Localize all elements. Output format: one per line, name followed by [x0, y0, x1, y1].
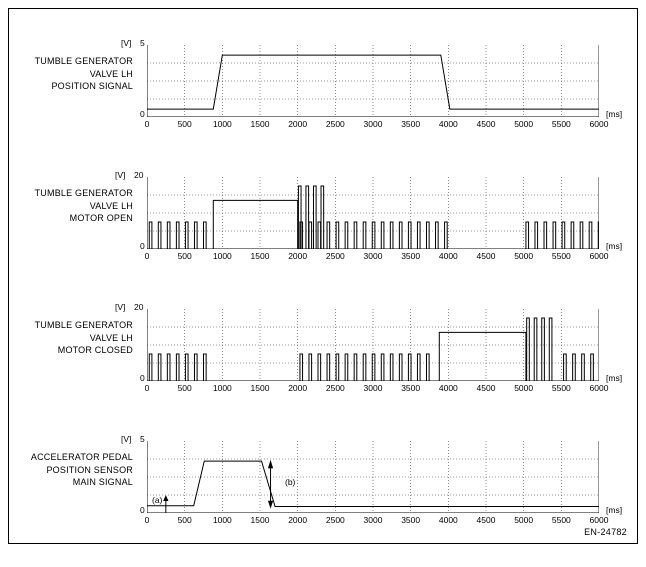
xtick-label: 500 [177, 383, 192, 393]
annotation-a: (a) [152, 495, 163, 505]
xtick-label: 5500 [551, 251, 571, 261]
chart-4-label-line-1: ACCELERATOR PEDAL [30, 452, 133, 462]
xtick-label: 3000 [363, 119, 383, 129]
xtick-label: 2500 [325, 383, 345, 393]
chart-3-label-line-2: VALVE LH [89, 332, 133, 343]
xtick-label: 4500 [476, 515, 496, 525]
chart-2-label-line-3: MOTOR OPEN [69, 213, 133, 223]
xtick-label: 5000 [514, 515, 534, 525]
chart-3-xticks [144, 383, 609, 397]
chart-1-label-line-3: POSITION SIGNAL [51, 81, 133, 91]
xtick-label: 1000 [212, 515, 232, 525]
xtick-label: 2000 [288, 383, 308, 393]
chart-1-label-line-1: TUMBLE GENERATOR [34, 56, 133, 66]
chart-3-y-max: 20 [134, 302, 144, 312]
chart-4-plot [147, 441, 599, 513]
annotation-b: (b) [285, 477, 296, 487]
xtick-label: 0 [144, 515, 150, 525]
xtick-label: 4500 [476, 119, 496, 129]
xtick-label: 4000 [438, 251, 458, 261]
chart-1-label-line-2: VALVE LH [89, 68, 133, 79]
chart-4-y-max: 5 [140, 434, 145, 444]
chart-3-y-unit: [V] [115, 302, 126, 312]
xtick-label: 6000 [589, 119, 609, 129]
xtick-label: 2000 [288, 251, 308, 261]
xtick-label: 0 [144, 119, 150, 129]
chart-2-y-min: 0 [140, 241, 145, 251]
xtick-label: 1000 [212, 119, 232, 129]
xtick-label: 500 [177, 251, 192, 261]
xtick-label: 0 [144, 251, 150, 261]
xtick-label: 2000 [288, 119, 308, 129]
chart-4-x-unit: [ms] [606, 505, 623, 515]
xtick-label: 5000 [514, 383, 534, 393]
xtick-label: 4500 [476, 251, 496, 261]
chart-1-x-unit: [ms] [606, 109, 623, 119]
chart-1-y-max: 5 [140, 38, 145, 48]
chart-3-label-line-1: TUMBLE GENERATOR [34, 320, 133, 330]
chart-1-label [13, 55, 133, 93]
xtick-label: 3000 [363, 383, 383, 393]
chart-2-xticks [144, 251, 609, 265]
chart-1-plot [147, 45, 599, 117]
xtick-label: 1000 [212, 383, 232, 393]
chart-2-y-max: 20 [134, 170, 144, 180]
xtick-label: 4000 [438, 515, 458, 525]
xtick-label: 3500 [401, 251, 421, 261]
xtick-label: 2500 [325, 515, 345, 525]
xtick-label: 2000 [288, 515, 308, 525]
xtick-label: 1500 [250, 119, 270, 129]
chart-4-label [13, 451, 133, 489]
xtick-label: 3000 [363, 251, 383, 261]
chart-4-y-min: 0 [140, 505, 145, 515]
chart-4-xticks [144, 515, 609, 529]
xtick-label: 500 [177, 515, 192, 525]
chart-3-label-line-3: MOTOR CLOSED [57, 345, 133, 355]
chart-1-y-min: 0 [140, 109, 145, 119]
xtick-label: 2500 [325, 119, 345, 129]
chart-1-y-unit: [V] [121, 38, 132, 48]
xtick-label: 3500 [401, 383, 421, 393]
xtick-label: 6000 [589, 515, 609, 525]
xtick-label: 5500 [551, 515, 571, 525]
chart-3-y-min: 0 [140, 373, 145, 383]
xtick-label: 5500 [551, 383, 571, 393]
xtick-label: 3000 [363, 515, 383, 525]
chart-1-xticks [144, 119, 609, 133]
figure-frame [8, 8, 638, 544]
chart-3-plot [147, 309, 599, 381]
chart-2-plot [147, 177, 599, 249]
xtick-label: 5000 [514, 119, 534, 129]
chart-2-label-line-2: VALVE LH [89, 200, 133, 211]
xtick-label: 6000 [589, 383, 609, 393]
xtick-label: 2500 [325, 251, 345, 261]
xtick-label: 5500 [551, 119, 571, 129]
xtick-label: 1500 [250, 251, 270, 261]
chart-4-label-line-3: MAIN SIGNAL [72, 477, 133, 487]
chart-3-x-unit: [ms] [606, 373, 623, 383]
xtick-label: 5000 [514, 251, 534, 261]
chart-2-y-unit: [V] [115, 170, 126, 180]
xtick-label: 500 [177, 119, 192, 129]
chart-4-label-line-2: POSITION SENSOR [46, 464, 133, 475]
chart-tumble-generator-valve-lh-motor-open [9, 159, 637, 277]
xtick-label: 1500 [250, 383, 270, 393]
xtick-label: 4000 [438, 119, 458, 129]
xtick-label: 1000 [212, 251, 232, 261]
chart-tumble-generator-valve-lh-position-signal [9, 27, 637, 145]
xtick-label: 6000 [589, 251, 609, 261]
figure-id: EN-24782 [584, 527, 627, 537]
chart-accelerator-pedal-position-sensor-main-signal [9, 423, 637, 541]
chart-2-label-line-1: TUMBLE GENERATOR [34, 188, 133, 198]
xtick-label: 4500 [476, 383, 496, 393]
xtick-label: 0 [144, 383, 150, 393]
xtick-label: 4000 [438, 383, 458, 393]
chart-3-label [13, 319, 133, 357]
chart-4-y-unit: [V] [121, 434, 132, 444]
chart-2-x-unit: [ms] [606, 241, 623, 251]
xtick-label: 3500 [401, 515, 421, 525]
chart-tumble-generator-valve-lh-motor-closed [9, 291, 637, 409]
xtick-label: 1500 [250, 515, 270, 525]
xtick-label: 3500 [401, 119, 421, 129]
chart-2-label [13, 187, 133, 225]
